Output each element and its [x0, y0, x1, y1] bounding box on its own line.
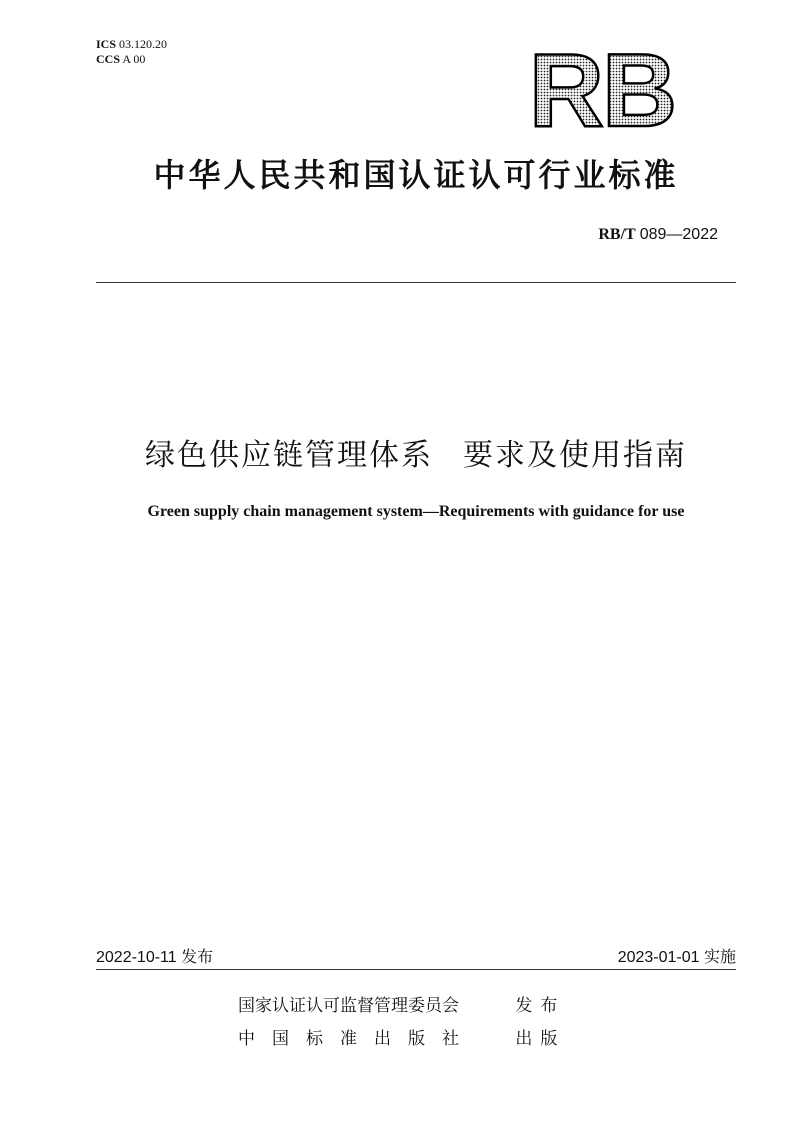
- document-title-cn: [96, 430, 736, 474]
- publisher-org-1: 国家认证认可监督管理委员会: [238, 996, 459, 1016]
- ics-label: ICS: [96, 37, 117, 51]
- classification-codes: [96, 37, 167, 67]
- publisher-action-2: 出版: [515, 1029, 566, 1049]
- publisher-org-2: 中国标准出版社: [238, 1029, 476, 1049]
- org-title: 中华人民共和国认证认可行业标准: [153, 156, 679, 194]
- implementation-date: [618, 944, 736, 967]
- bottom-divider: [96, 969, 736, 970]
- rb-logo: [528, 40, 676, 134]
- ics-code: 03.120.20: [119, 37, 168, 51]
- issue-date-label: 发布: [181, 947, 214, 966]
- standard-code: 089—2022: [639, 226, 718, 243]
- ics-code-line: [96, 37, 167, 52]
- standard-prefix: RB/T: [598, 226, 636, 243]
- title-cn-part1: 绿色供应链管理体系: [145, 438, 433, 473]
- rb-logo-text: RB: [528, 40, 676, 134]
- standard-number: [598, 226, 718, 244]
- document-title-en: Green supply chain management system—Requirements with guidance for use: [147, 503, 685, 520]
- publisher-line-2: [238, 1024, 598, 1049]
- ccs-code: A 00: [122, 52, 146, 66]
- publisher-line-1: [238, 991, 598, 1016]
- issue-date: [96, 944, 213, 967]
- ccs-label: CCS: [96, 52, 121, 66]
- implementation-date-label: 实施: [703, 947, 736, 966]
- ccs-code-line: [96, 52, 167, 67]
- issue-date-value: 2022-10-11: [96, 949, 177, 966]
- top-divider: [96, 282, 736, 283]
- publisher-action-1: 发布: [515, 996, 566, 1016]
- implementation-date-value: 2023-01-01: [617, 949, 700, 966]
- title-cn-part2: 要求及使用指南: [463, 438, 687, 473]
